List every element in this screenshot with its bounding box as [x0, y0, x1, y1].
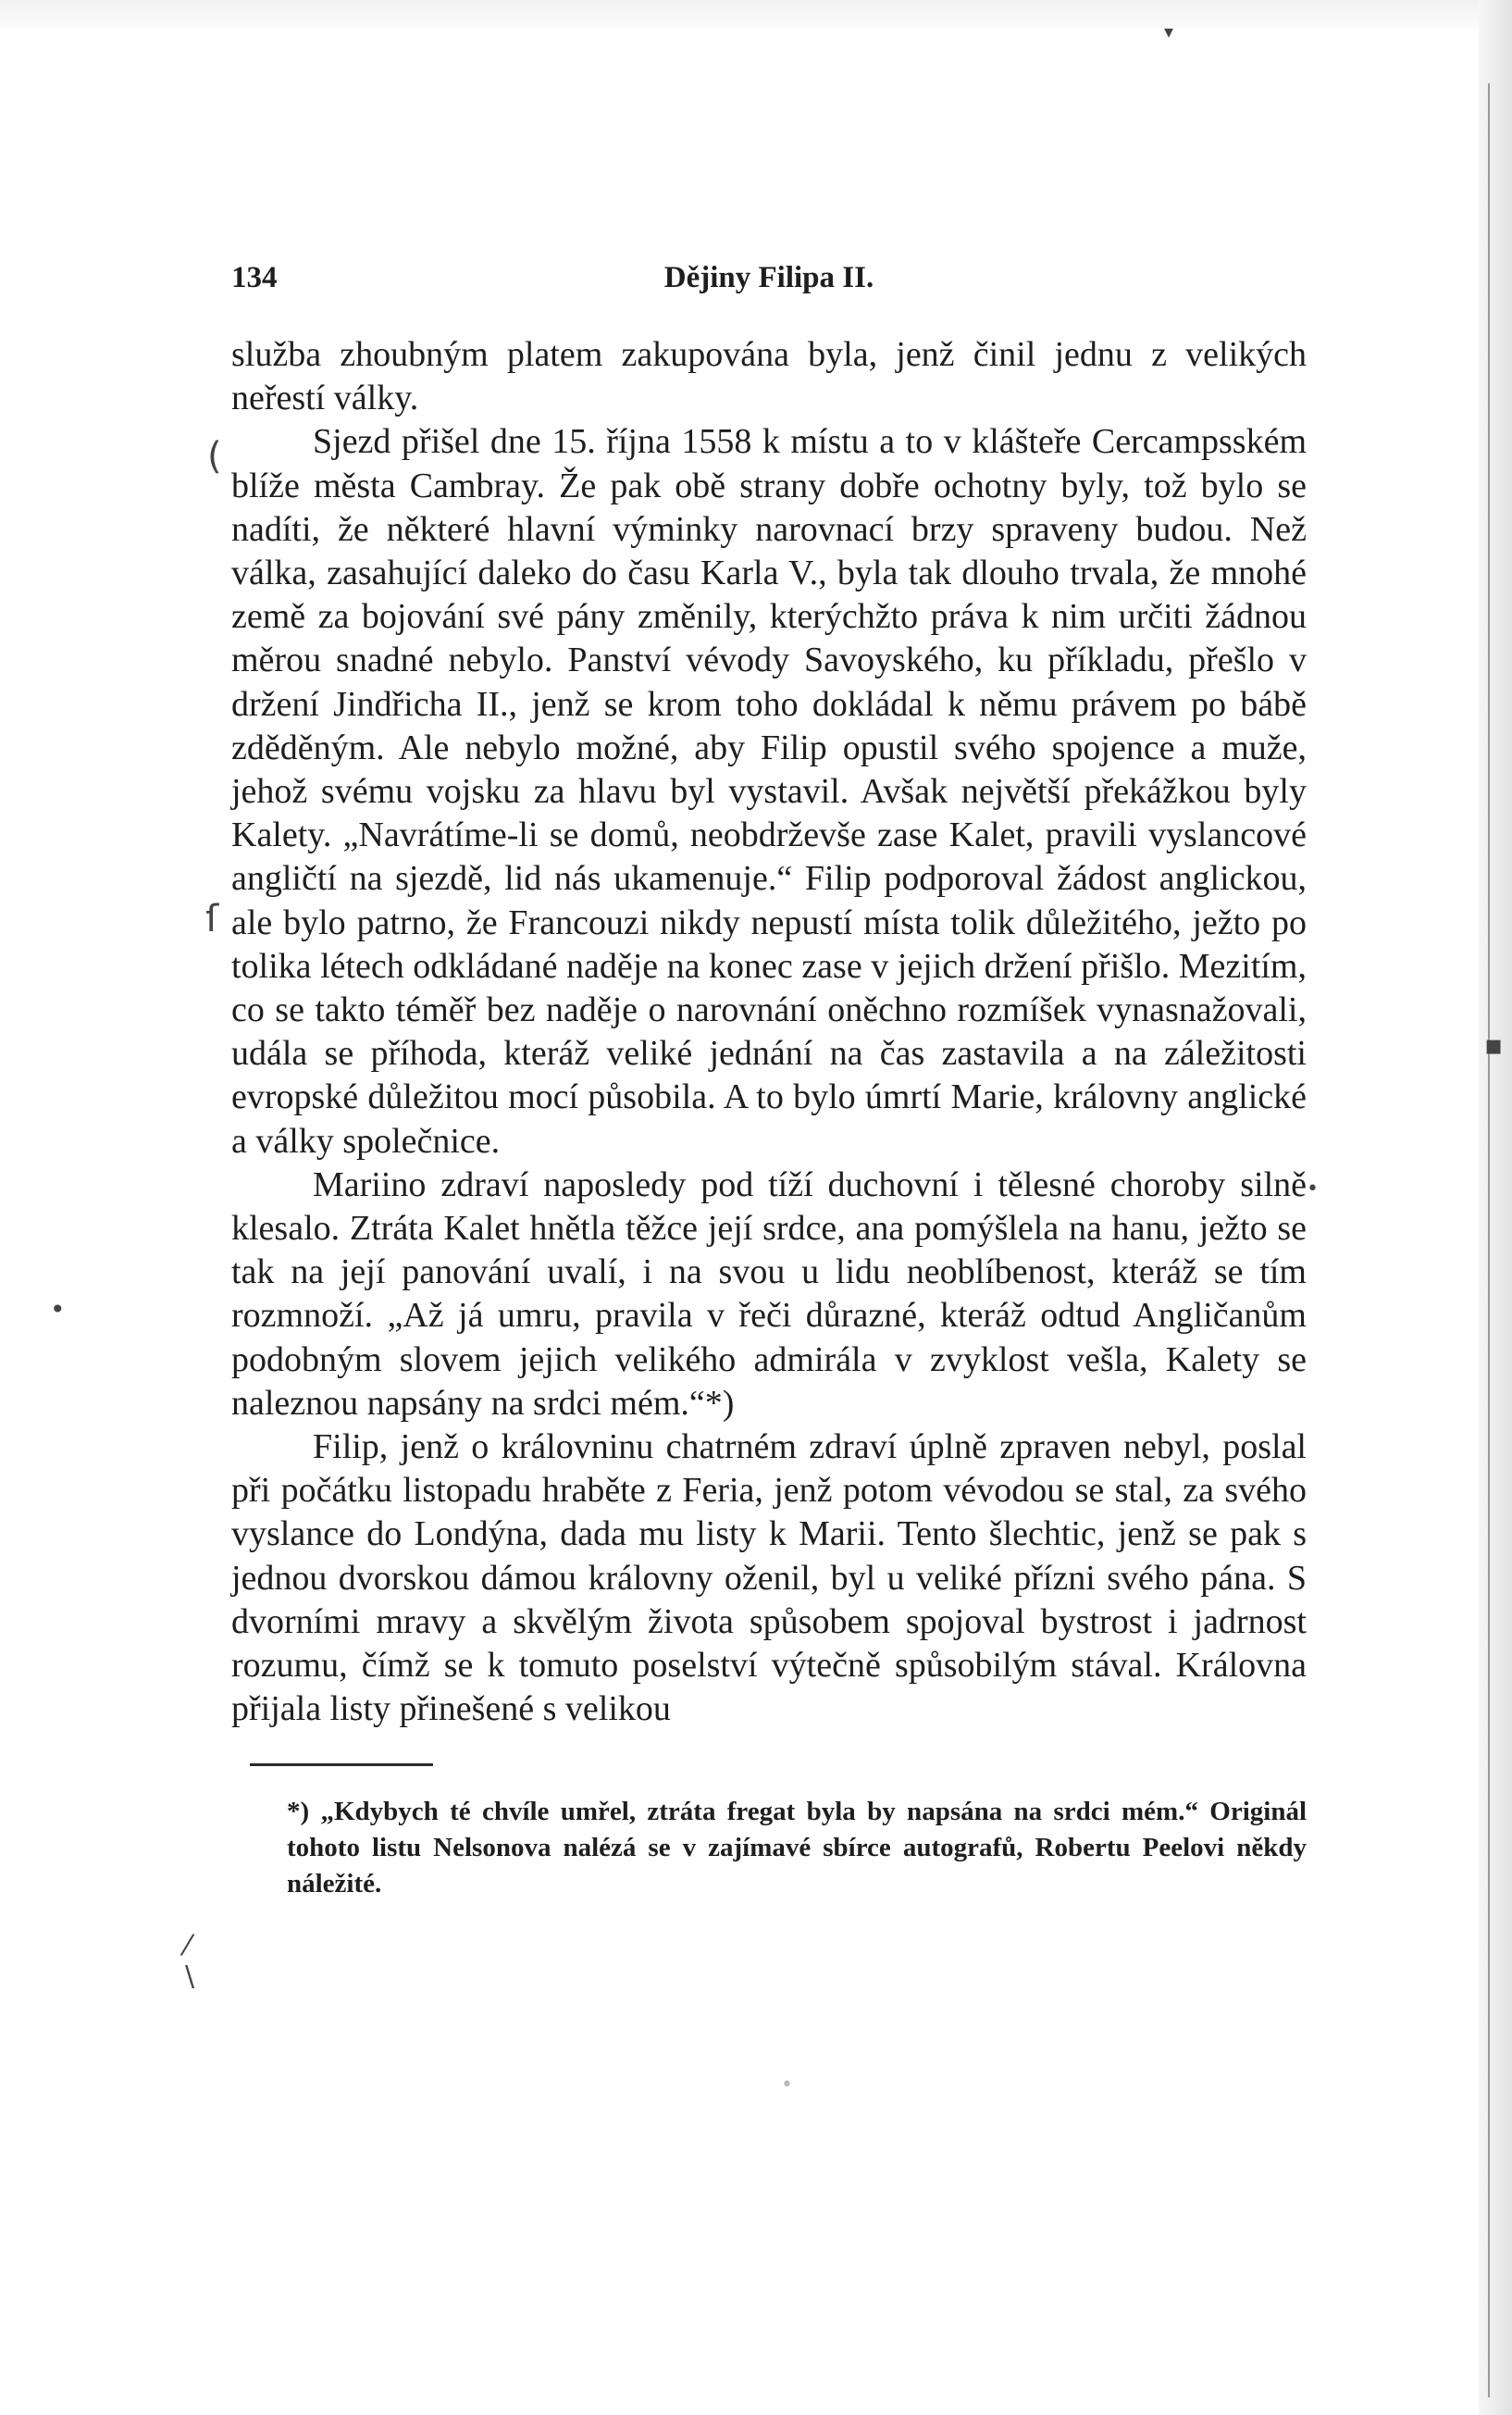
- scan-speck: ▪: [1484, 1029, 1504, 1062]
- scan-speck: ▾: [1164, 20, 1174, 43]
- footnote: *) „Kdybych té chvíle umřel, ztráta fregat byla by napsána na srdci mém.“ Originál tohoto listu Nelsonova nalézá se v zajímavé sbírce autografů, Robertu Peelovi někdy náležité.: [287, 1796, 1307, 1898]
- margin-mark: (: [207, 435, 222, 478]
- footnote-rule: [250, 1763, 433, 1766]
- paragraph: služba zhoubným platem zakupována byla, jenž činil jednu z velikých neřestí války.: [231, 335, 1307, 418]
- scan-top-edge: [0, 0, 1512, 28]
- paragraph: Mariino zdraví naposledy pod tíží duchovní i tělesné choroby silně klesalo. Ztráta Kalet hnětla těžce její srdce, ana pomýšlela na hanu, ježto se tak na její panování uvalí, i na svou u lidu neoblíbenost, kteráž se tím rozmnoží. „Až já umru, pravila v řeči důrazné, kteráž odtud Angličanům podobným slovem jejich velikého admirála v zvyklost vešla, Kalety se naleznou napsány na srdci mém.“*): [231, 1164, 1307, 1423]
- paragraph: Sjezd přišel dne 15. října 1558 k místu a to v klášteře Cercampsském blíže města Cambray. Že pak obě strany dobře ochotny byly, tož bylo se nadíti, že některé hlavní výminky narovnací brzy spraveny budou. Než válka, zasahující daleko do času Karla V., byla tak dlouho trvala, že mnohé země za bojování své pány změnily, kterýchžto práva k nim určiti žádnou měrou snadné nebylo. Panství vévody Savoyského, ku příkladu, přešlo v držení Jindřicha II., jenž se krom toho dokládal k němu právem po bábě zděděným. Ale nebylo možné, aby Filip opustil svého spojence a muže, jehož svému vojsku za hlavu byl vystavil. Avšak největší překážkou byly Kalety. „Navrátíme-li se domů, neobdrževše zase Kalet, pravili vyslancové angličtí na sjezdě, lid nás ukamenuje.“ Filip podporoval žádost anglickou, ale bylo patrno, že Francouzi nikdy nepustí místa tolik důležitého, ježto po tolika létech odkládané naděje na konec zase v jejich držení přišlo. Mezitím, co se takto téměř bez naděje o narovnání oněchno rozmíšek vynasnažovali, udála se příhoda, kteráž veliké jednání na čas zastavila a na záležitosti evropské důležitou mocí působila. A to bylo úmrtí Marie, královny anglické a války společnice.: [231, 422, 1307, 1161]
- scan-speck: •: [1307, 1177, 1319, 1201]
- margin-mark: ſ: [205, 898, 219, 940]
- scan-speck: •: [50, 1294, 66, 1325]
- scan-speck: •: [781, 2073, 793, 2097]
- page-number: 134: [231, 261, 278, 294]
- paragraph: Filip, jenž o královninu chatrném zdraví úplně zpraven nebyl, poslal při počátku listopadu hraběte z Feria, jenž potom vévodou se stal, za svého vyslance do Londýna, dada mu listy k Marii. Tento šlechtic, jenž se pak s jednou dvorskou dámou královny oženil, byl u veliké přízni svého pána. S dvorními mravy a skvělým života spůsobem spojoval bystrost i jadrnost rozumu, čímž se k tomuto poselství výtečně spůsobilým stával. Královna přijala listy přinešené s velikou: [231, 1427, 1307, 1729]
- body-text: [231, 333, 1307, 1732]
- margin-mark: \: [185, 1961, 195, 1993]
- running-title: Dějiny Filipa II.: [663, 261, 874, 294]
- running-header: [231, 252, 1307, 307]
- book-page: [231, 252, 1307, 1902]
- scan-right-edge: [1479, 0, 1512, 2415]
- margin-mark: ⁄: [185, 1930, 191, 1962]
